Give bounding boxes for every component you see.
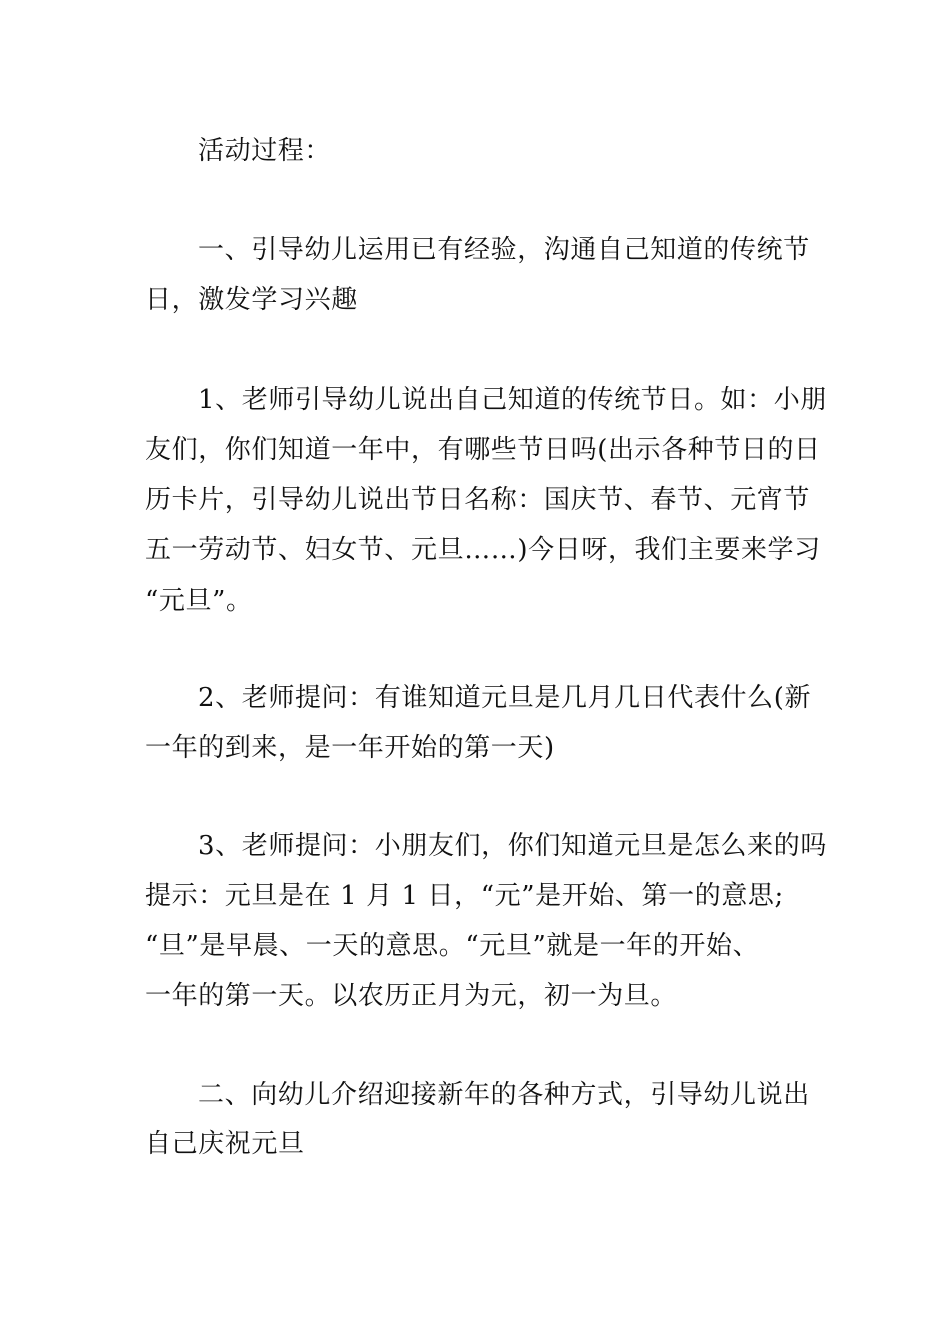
section-heading: 活动过程： [198, 136, 332, 166]
paragraph-line: “旦”是早晨、一天的意思。“元旦”就是一年的开始、 [145, 931, 760, 961]
paragraph-line: 二、向幼儿介绍迎接新年的各种方式，引导幼儿说出 [198, 1080, 810, 1110]
paragraph-line: 2、老师提问：有谁知道元旦是几月几日代表什么(新 [198, 683, 812, 713]
paragraph-line: 友们，你们知道一年中，有哪些节日吗(出示各种节日的日 [145, 435, 821, 465]
paragraph-line: 日，激发学习兴趣 [145, 285, 358, 315]
paragraph-line: 3、老师提问：小朋友们，你们知道元旦是怎么来的吗 [198, 831, 827, 861]
paragraph-line: 一年的第一天。以农历正月为元，初一为旦。 [145, 981, 678, 1011]
paragraph-line: 一年的到来，是一年开始的第一天) [145, 733, 555, 763]
paragraph-line: 历卡片，引导幼儿说出节日名称：国庆节、春节、元宵节 [145, 485, 811, 515]
paragraph-line: 提示：元旦是在 1 月 1 日，“元”是开始、第一的意思; [145, 881, 784, 911]
paragraph-line: 五一劳动节、妇女节、元旦……)今日呀，我们主要来学习 [145, 535, 821, 565]
paragraph-line: 一、引导幼儿运用已有经验，沟通自己知道的传统节 [198, 235, 810, 265]
paragraph-line: 自己庆祝元旦 [145, 1129, 305, 1159]
paragraph-line: 1、老师引导幼儿说出自己知道的传统节日。如：小朋 [198, 385, 827, 415]
paragraph-line: “元旦”。 [145, 586, 253, 616]
